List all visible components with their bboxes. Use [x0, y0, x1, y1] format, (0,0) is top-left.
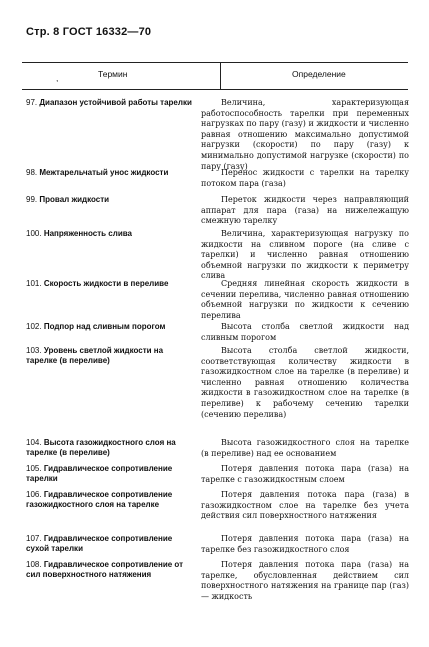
term-cell — [26, 490, 196, 511]
definition-cell: Переток жидкости через направляющий аппарат для пара (газа) на нижележащую смежную тарелку — [201, 195, 409, 226]
term-number: 97. — [26, 98, 38, 107]
running-head: Стр. 8 ГОСТ 16332—70 — [26, 26, 152, 38]
term-cell — [26, 534, 196, 555]
term-number: 108. — [26, 560, 42, 569]
definition-cell: Величина, характеризующая нагрузку по жидкости на сливном пороге (на сливе с тарелки) и численно равная отношению объемной нагрузки по жидкости к периметру слива — [201, 229, 409, 281]
term-cell — [26, 98, 196, 108]
term-number: 99. — [26, 195, 38, 204]
term-cell — [26, 322, 196, 332]
definition-cell: Величина, характеризующая работоспособность тарелки при переменных нагрузках по пару (газу) и жидкости и численно равная отношению максимально допустимой нагрузки (скорости) по пару (газу) к минимально допустимой нагрузке (скорости) по пару (газу) — [201, 98, 409, 171]
column-divider — [220, 63, 221, 89]
definition-cell: Потеря давления потока пара (газа) в газожидкостном слое на тарелке без учета действия сил поверхностного натяжения — [201, 490, 409, 521]
definition-cell: Высота столба светлой жидкости, соответствующая количеству жидкости в газожидкостном слое на тарелке (в переливе) и численно равная отношению количества жидкости в газожидкостном слое на тарелке (в переливе) к рабочему сечению тарелки (сечению перелива) — [201, 346, 409, 419]
term-number: 107. — [26, 534, 42, 543]
term-number: 102. — [26, 322, 42, 331]
term-text: Скорость жидкости в переливе — [43, 279, 169, 288]
term-cell — [26, 168, 196, 178]
term-text: Высота газожидкостного слоя на тарелке (в переливе) — [26, 438, 176, 458]
term-number: 101. — [26, 279, 42, 288]
definition-cell: Высота газожидкостного слоя на тарелке (в переливе) над ее основанием — [201, 438, 409, 458]
term-cell — [26, 279, 196, 289]
term-number: 104. — [26, 438, 42, 447]
term-cell — [26, 229, 196, 239]
term-number: 103. — [26, 346, 42, 355]
term-cell — [26, 464, 196, 485]
term-text: Напряженность слива — [43, 229, 132, 238]
column-header-term: Термин — [98, 69, 128, 79]
table-header — [22, 62, 408, 90]
term-cell — [26, 195, 196, 205]
definition-cell: Высота столба светлой жидкости над сливным порогом — [201, 322, 409, 342]
term-text: Провал жидкости — [39, 195, 110, 204]
definition-cell: Перенос жидкости с тарелки на тарелку потоком пара (газа) — [201, 168, 409, 188]
definition-cell: Потеря давления потока пара (газа) на тарелке, обусловленная действием сил поверхностного натяжения на границе пар (газ) — жидкость — [201, 560, 409, 601]
term-cell — [26, 438, 196, 459]
term-number: 98. — [26, 168, 38, 177]
terms-table — [26, 92, 410, 612]
term-text: Гидравлическое сопротивление сухой тарелки — [26, 534, 173, 554]
term-text: Диапазон устойчивой работы тарелки — [39, 98, 192, 107]
column-header-definition: Определение — [292, 69, 346, 79]
term-text: Гидравлическое сопротивление от сил поверхностного натяжения — [26, 560, 184, 580]
term-number: 106. — [26, 490, 42, 499]
term-cell — [26, 346, 196, 367]
term-text: Гидравлическое сопротивление тарелки — [26, 464, 173, 484]
header-mark: , — [56, 73, 59, 83]
term-text: Гидравлическое сопротивление газожидкостного слоя на тарелке — [26, 490, 173, 510]
term-text: Подпор над сливным порогом — [43, 322, 166, 331]
term-text: Межтарельчатый унос жидкости — [39, 168, 169, 177]
term-text: Уровень светлой жидкости на тарелке (в переливе) — [26, 346, 164, 366]
term-number: 100. — [26, 229, 42, 238]
term-cell — [26, 560, 196, 581]
definition-cell: Потеря давления потока пара (газа) на тарелке без газожидкостного слоя — [201, 534, 409, 554]
definition-cell: Средняя линейная скорость жидкости в сечении перелива, численно равная отношению объемной нагрузки по жидкости к сечению перелива — [201, 279, 409, 320]
definition-cell: Потеря давления потока пара (газа) на тарелке с газожидкостным слоем — [201, 464, 409, 484]
term-number: 105. — [26, 464, 42, 473]
